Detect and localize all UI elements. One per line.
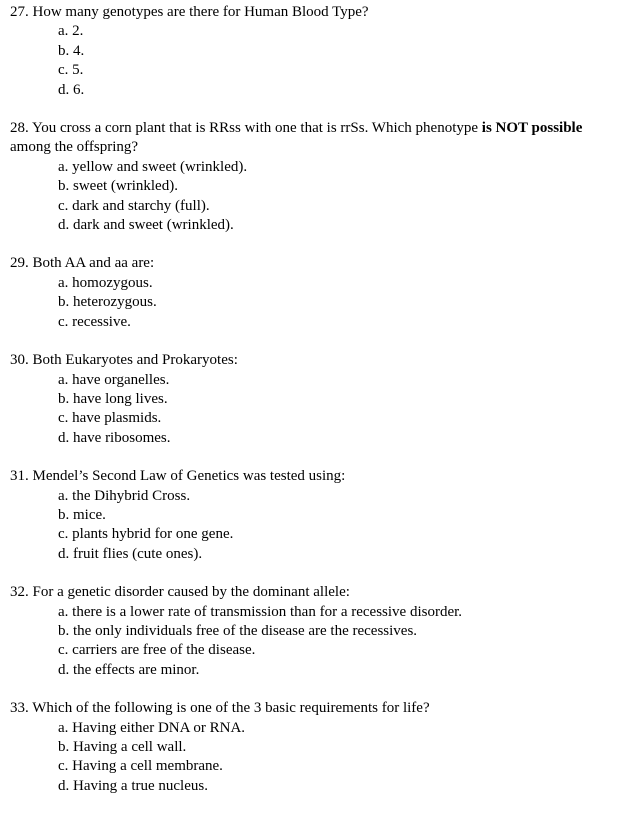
answer-option: a. yellow and sweet (wrinkled).	[58, 158, 248, 175]
answer-options	[10, 22, 620, 100]
answer-option: d. 6.	[58, 81, 85, 98]
answer-option: a. homozygous.	[58, 274, 153, 291]
answer-options	[10, 603, 620, 681]
question-31	[10, 467, 620, 564]
question-stem: 30. Both Eukaryotes and Prokaryotes:	[10, 352, 238, 369]
answer-options	[10, 487, 620, 565]
question-stem: 33. Which of the following is one of the 3 basic requirements for life?	[10, 700, 430, 717]
answer-option: a. there is a lower rate of transmission than for a recessive disorder.	[58, 603, 463, 620]
answer-option: c. dark and starchy (full).	[58, 197, 210, 214]
answer-option: c. 5.	[58, 62, 84, 79]
question-stem: 28. You cross a corn plant that is RRss with one that is rrSs. Which phenotype is NOT possible among the offspring?	[10, 120, 583, 156]
answer-option: a. have organelles.	[58, 371, 170, 388]
answer-option: c. recessive.	[58, 313, 131, 330]
question-28	[10, 119, 620, 235]
question-27	[10, 3, 620, 100]
answer-options	[10, 719, 620, 797]
question-stem: 27. How many genotypes are there for Human Blood Type?	[10, 4, 369, 20]
answer-option: d. Having a true nucleus.	[58, 777, 208, 794]
answer-option: d. fruit flies (cute ones).	[58, 545, 203, 562]
answer-option: a. 2.	[58, 23, 84, 40]
answer-options	[10, 158, 620, 236]
answer-option: b. 4.	[58, 42, 85, 59]
answer-option: c. plants hybrid for one gene.	[58, 526, 234, 543]
answer-option: a. Having either DNA or RNA.	[58, 719, 246, 736]
answer-option: d. the effects are minor.	[58, 661, 200, 678]
answer-option: b. have long lives.	[58, 390, 168, 407]
question-32	[10, 583, 620, 680]
answer-option: c. have plasmids.	[58, 410, 162, 427]
answer-options	[10, 274, 620, 332]
answer-option: d. have ribosomes.	[58, 429, 171, 446]
question-stem: 31. Mendel’s Second Law of Genetics was tested using:	[10, 468, 346, 485]
answer-option: b. mice.	[58, 506, 106, 523]
answer-option: b. heterozygous.	[58, 294, 157, 311]
answer-option: a. the Dihybrid Cross.	[58, 487, 191, 504]
answer-options	[10, 371, 620, 449]
emphasis-text: is NOT possible	[481, 120, 583, 137]
question-stem: 32. For a genetic disorder caused by the dominant allele:	[10, 584, 350, 601]
answer-option: d. dark and sweet (wrinkled).	[58, 217, 234, 234]
answer-option: c. Having a cell membrane.	[58, 758, 223, 775]
answer-option: b. Having a cell wall.	[58, 739, 187, 755]
question-29	[10, 254, 620, 332]
worksheet-page	[10, 3, 620, 815]
answer-option: b. sweet (wrinkled).	[58, 178, 178, 195]
answer-option: c. carriers are free of the disease.	[58, 642, 256, 659]
answer-option: b. the only individuals free of the disease are the recessives.	[58, 622, 418, 639]
question-33	[10, 699, 620, 796]
question-30	[10, 351, 620, 448]
question-stem: 29. Both AA and aa are:	[10, 255, 155, 272]
